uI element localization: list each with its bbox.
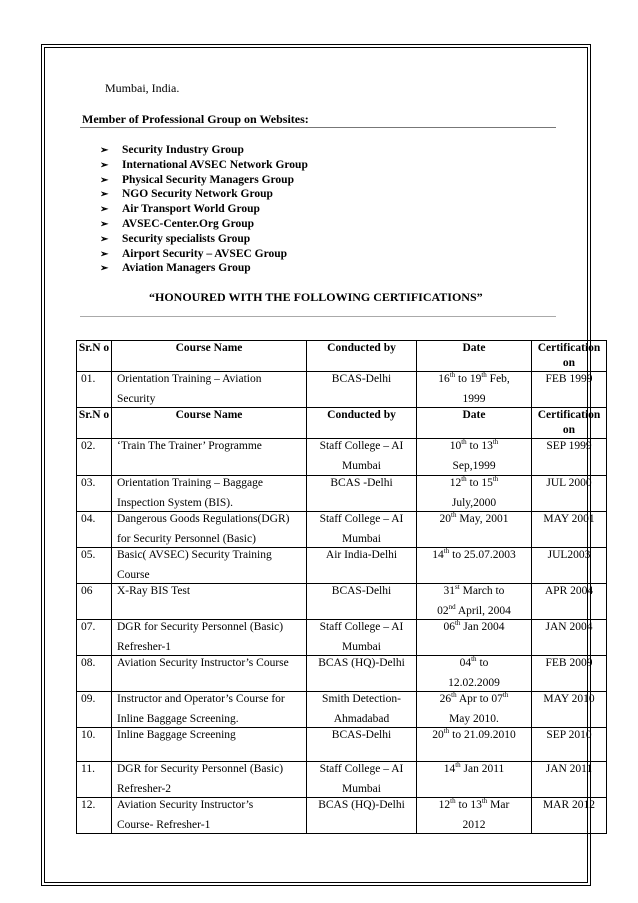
cell-certification: MAR 2012: [532, 798, 607, 834]
header-conducted-by: Conducted by: [307, 341, 417, 372]
table-row: [77, 728, 607, 762]
list-item: ➢ Security specialists Group: [100, 232, 308, 247]
cell-certification: JUL2003: [532, 548, 607, 584]
cell-sr: 04.: [77, 512, 112, 548]
header-sr: Sr.N o: [77, 408, 112, 439]
cell-date: 14th Jan 2011: [417, 762, 532, 798]
cell-date: 26th Apr to 07th May 2010.: [417, 692, 532, 728]
cell-certification: MAY 2010: [532, 692, 607, 728]
cell-conducted-by: BCAS (HQ)-Delhi: [307, 798, 417, 834]
arrow-bullet-icon: ➢: [100, 189, 109, 201]
cell-conducted-by: BCAS-Delhi: [307, 372, 417, 408]
arrow-bullet-icon: ➢: [100, 233, 109, 245]
cell-certification: JUL 2000: [532, 476, 607, 512]
list-item: ➢ Air Transport World Group: [100, 202, 308, 217]
cell-date: 06th Jan 2004: [417, 620, 532, 656]
cell-sr: 08.: [77, 656, 112, 692]
header-certification: Certification on: [532, 341, 607, 372]
arrow-bullet-icon: ➢: [100, 248, 109, 260]
cell-conducted-by: Staff College – AI Mumbai: [307, 620, 417, 656]
table-header-row: [77, 341, 607, 372]
table-row: [77, 798, 607, 834]
arrow-bullet-icon: ➢: [100, 174, 109, 186]
cell-course: X-Ray BIS Test: [112, 584, 307, 620]
cell-course: DGR for Security Personnel (Basic) Refresher-1: [112, 620, 307, 656]
cell-conducted-by: Smith Detection- Ahmadabad: [307, 692, 417, 728]
list-item: ➢ Physical Security Managers Group: [100, 173, 308, 188]
cell-sr: 10.: [77, 728, 112, 762]
cell-course: Inline Baggage Screening: [112, 728, 307, 762]
header-course: Course Name: [112, 341, 307, 372]
cell-sr: 11.: [77, 762, 112, 798]
header-conducted-by: Conducted by: [307, 408, 417, 439]
cell-date: 16th to 19th Feb, 1999: [417, 372, 532, 408]
cell-course: Orientation Training – Baggage Inspection System (BIS).: [112, 476, 307, 512]
arrow-bullet-icon: ➢: [100, 159, 109, 171]
cell-certification: FEB 1999: [532, 372, 607, 408]
certifications-table: [76, 340, 607, 834]
cell-sr: 12.: [77, 798, 112, 834]
cell-date: 20th to 21.09.2010: [417, 728, 532, 762]
cell-certification: SEP 2010: [532, 728, 607, 762]
list-item: ➢ Security Industry Group: [100, 143, 308, 158]
location-text: Mumbai, India.: [105, 81, 180, 95]
cell-certification: MAY 2001: [532, 512, 607, 548]
arrow-bullet-icon: ➢: [100, 218, 109, 230]
cell-sr: 06: [77, 584, 112, 620]
table-row: [77, 372, 607, 408]
table-row: [77, 656, 607, 692]
cell-date: 04th to 12.02.2009: [417, 656, 532, 692]
cell-conducted-by: Staff College – AI Mumbai: [307, 439, 417, 476]
cell-certification: JAN 2011: [532, 762, 607, 798]
table-row: [77, 584, 607, 620]
cell-course: ‘Train The Trainer’ Programme: [112, 439, 307, 476]
cell-course: Basic( AVSEC) Security Training Course: [112, 548, 307, 584]
cell-sr: 09.: [77, 692, 112, 728]
cell-sr: 01.: [77, 372, 112, 408]
cell-date: 31st March to 02nd April, 2004: [417, 584, 532, 620]
arrow-bullet-icon: ➢: [100, 145, 109, 156]
cell-date: 20th May, 2001: [417, 512, 532, 548]
list-item: ➢ International AVSEC Network Group: [100, 158, 308, 173]
cell-conducted-by: BCAS-Delhi: [307, 584, 417, 620]
cell-sr: 03.: [77, 476, 112, 512]
cell-certification: APR 2004: [532, 584, 607, 620]
list-item: ➢ NGO Security Network Group: [100, 187, 308, 202]
cell-course: DGR for Security Personnel (Basic) Refresher-2: [112, 762, 307, 798]
cell-course: Aviation Security Instructor’s Course: [112, 656, 307, 692]
groups-heading: Member of Professional Group on Websites:: [82, 112, 309, 126]
cell-date: 12th to 13th Mar 2012: [417, 798, 532, 834]
list-item: ➢ AVSEC-Center.Org Group: [100, 217, 308, 232]
table-row: [77, 476, 607, 512]
header-date: Date: [417, 408, 532, 439]
cell-sr: 05.: [77, 548, 112, 584]
cell-conducted-by: Staff College – AI Mumbai: [307, 762, 417, 798]
arrow-bullet-icon: ➢: [100, 263, 109, 275]
cell-date: 12th to 15th July,2000: [417, 476, 532, 512]
cell-course: Instructor and Operator’s Course for Inline Baggage Screening.: [112, 692, 307, 728]
cell-sr: 02.: [77, 439, 112, 476]
cell-conducted-by: BCAS-Delhi: [307, 728, 417, 762]
section-rule: [80, 316, 556, 317]
cell-course: Aviation Security Instructor’s Course- Refresher-1: [112, 798, 307, 834]
groups-list: [100, 143, 308, 276]
header-course: Course Name: [112, 408, 307, 439]
table-row: [77, 620, 607, 656]
heading-rule: [80, 127, 556, 128]
cell-conducted-by: BCAS (HQ)-Delhi: [307, 656, 417, 692]
cell-sr: 07.: [77, 620, 112, 656]
cell-date: 14th to 25.07.2003: [417, 548, 532, 584]
table-row: [77, 548, 607, 584]
table-row: [77, 692, 607, 728]
cell-certification: FEB 2009: [532, 656, 607, 692]
cell-conducted-by: Staff College – AI Mumbai: [307, 512, 417, 548]
cell-conducted-by: Air India-Delhi: [307, 548, 417, 584]
arrow-bullet-icon: ➢: [100, 204, 109, 216]
header-date: Date: [417, 341, 532, 372]
header-certification: Certification on: [532, 408, 607, 439]
table-row: [77, 762, 607, 798]
table-row: [77, 439, 607, 476]
certifications-heading: “HONOURED WITH THE FOLLOWING CERTIFICATIONS”: [149, 290, 483, 304]
cell-conducted-by: BCAS -Delhi: [307, 476, 417, 512]
cell-date: 10th to 13th Sep,1999: [417, 439, 532, 476]
cell-certification: SEP 1999: [532, 439, 607, 476]
cell-course: Orientation Training – Aviation Security: [112, 372, 307, 408]
header-sr: Sr.N o: [77, 341, 112, 372]
list-item: ➢ Airport Security – AVSEC Group: [100, 247, 308, 262]
cell-course: Dangerous Goods Regulations(DGR) for Security Personnel (Basic): [112, 512, 307, 548]
list-item: ➢ Aviation Managers Group: [100, 261, 308, 276]
table-header-row: [77, 408, 607, 439]
table-row: [77, 512, 607, 548]
cell-certification: JAN 2004: [532, 620, 607, 656]
